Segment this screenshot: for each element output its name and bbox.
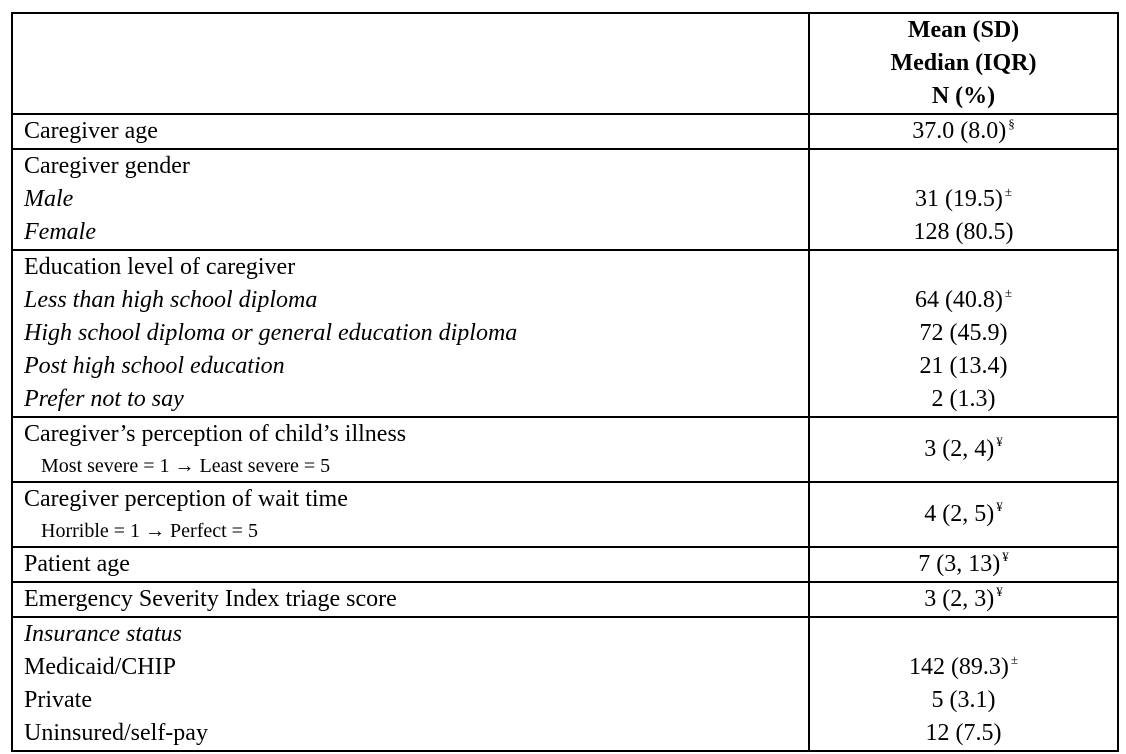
value-caregiver-age: 37.0 (8.0)	[912, 118, 1007, 144]
value-cell	[809, 482, 1118, 547]
row-label-uninsured: Uninsured/self-pay	[24, 720, 208, 746]
value-post-hs: 21 (13.4)	[919, 353, 1008, 379]
value-uninsured: 12 (7.5)	[925, 720, 1002, 746]
row-label-male: Male	[24, 186, 74, 212]
footnote-mark: ¥	[1002, 549, 1009, 564]
table-row	[12, 582, 1118, 617]
row-label-patient-age: Patient age	[24, 551, 130, 577]
row-label-education: Education level of caregiver	[24, 254, 296, 280]
value-wait-perception: 4 (2, 5)	[924, 501, 995, 527]
header-line-mean-sd: Mean (SD)	[907, 17, 1020, 43]
footnote-mark: ±	[1010, 652, 1019, 667]
value-cell	[809, 617, 1118, 751]
footnote-mark: ¥	[996, 499, 1003, 514]
table-row	[12, 417, 1118, 482]
label-cell	[12, 417, 809, 482]
table-row	[12, 617, 1118, 751]
value-cell	[809, 417, 1118, 482]
label-cell	[12, 582, 809, 617]
scale-note-wait: Horrible = 1 → Perfect = 5	[41, 520, 258, 542]
label-cell	[12, 617, 809, 751]
table-row	[12, 149, 1118, 250]
label-cell	[12, 149, 809, 250]
row-label-post-hs: Post high school education	[24, 353, 285, 379]
value-cell	[809, 250, 1118, 417]
row-label-prefer-not: Prefer not to say	[24, 386, 184, 412]
table-row	[12, 547, 1118, 582]
value-cell	[809, 582, 1118, 617]
characteristics-table	[11, 12, 1119, 752]
header-line-median-iqr: Median (IQR)	[890, 50, 1037, 76]
footnote-mark: §	[1008, 116, 1015, 131]
header-stats-cell	[809, 13, 1118, 114]
value-female: 128 (80.5)	[913, 219, 1014, 245]
value-cell	[809, 114, 1118, 149]
label-cell	[12, 482, 809, 547]
table-header-row	[12, 13, 1118, 114]
value-less-than-hs: 64 (40.8)	[914, 287, 1003, 313]
row-label-hs-diploma: High school diploma or general education diploma	[24, 320, 518, 346]
scale-note-illness: Most severe = 1 → Least severe = 5	[41, 455, 331, 477]
table-row	[12, 250, 1118, 417]
value-prefer-not: 2 (1.3)	[931, 386, 996, 412]
label-cell	[12, 114, 809, 149]
row-label-medicaid: Medicaid/CHIP	[24, 654, 176, 680]
footnote-mark: ±	[1004, 184, 1013, 199]
header-empty-cell	[12, 13, 809, 114]
row-label-private: Private	[24, 687, 92, 713]
value-patient-age: 7 (3, 13)	[918, 551, 1001, 577]
value-illness-perception: 3 (2, 4)	[924, 436, 995, 462]
value-male: 31 (19.5)	[914, 186, 1003, 212]
table-row	[12, 114, 1118, 149]
value-cell	[809, 149, 1118, 250]
row-label-caregiver-age: Caregiver age	[24, 118, 158, 144]
label-cell	[12, 547, 809, 582]
table-row	[12, 482, 1118, 547]
row-label-illness-perception: Caregiver’s perception of child’s illness	[24, 421, 407, 447]
row-label-less-than-hs: Less than high school diploma	[24, 287, 318, 313]
value-cell	[809, 547, 1118, 582]
value-esi: 3 (2, 3)	[924, 586, 995, 612]
footnote-mark: ¥	[996, 584, 1003, 599]
value-private: 5 (3.1)	[931, 687, 996, 713]
footnote-mark: ¥	[996, 434, 1003, 449]
footnote-mark: ±	[1004, 285, 1013, 300]
label-cell	[12, 250, 809, 417]
value-hs-diploma: 72 (45.9)	[919, 320, 1008, 346]
value-medicaid: 142 (89.3)	[908, 654, 1009, 680]
row-label-female: Female	[24, 219, 96, 245]
row-label-caregiver-gender: Caregiver gender	[24, 153, 190, 179]
row-label-insurance: Insurance status	[24, 621, 182, 647]
row-label-esi: Emergency Severity Index triage score	[24, 586, 397, 612]
row-label-wait-perception: Caregiver perception of wait time	[24, 486, 348, 512]
header-line-n-percent: N (%)	[931, 83, 996, 109]
